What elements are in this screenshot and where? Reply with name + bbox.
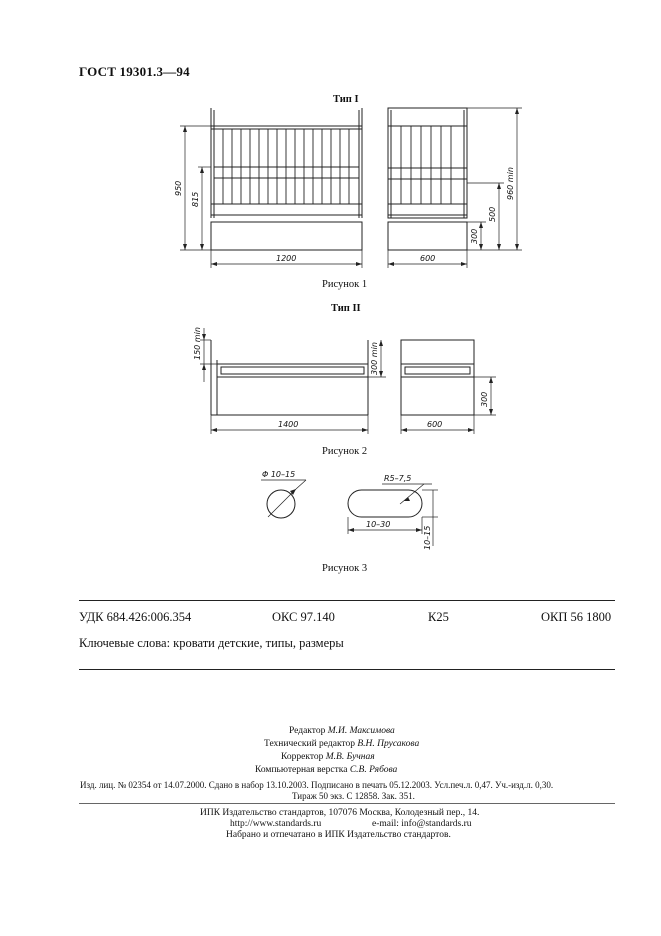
dim-diameter: Φ 10–15: [262, 470, 296, 479]
imprint-rule: [79, 803, 615, 804]
figure-1-side-view: [388, 108, 467, 250]
dim-300-min: 300 min: [370, 342, 379, 375]
dim-950: 950: [174, 180, 183, 196]
figure-2-dimension-lines: [200, 328, 496, 434]
figure-3-round-section: [261, 480, 306, 518]
k-code: К25: [428, 610, 449, 624]
udk-code: УДК 684.426:006.354: [79, 610, 192, 624]
credit-editor: Редактор М.И. Максимова: [289, 726, 395, 736]
publisher-address: ИПК Издательство стандартов, 107076 Москва, Колодезный пер., 14.: [200, 808, 480, 818]
dim-oval-width: 10–30: [366, 520, 391, 529]
dim-1400: 1400: [278, 420, 299, 429]
dim-1200: 1200: [276, 254, 297, 263]
figure-1-title: Тип I: [333, 94, 359, 105]
dim-300-type1: 300: [470, 228, 479, 244]
imprint-line-1: Изд. лиц. № 02354 от 14.07.2000. Сдано в набор 13.10.2003. Подписано в печать 05.12.2003. Усл.печ.л. 0,47. Уч.-изд.л. 0,30.: [80, 780, 554, 790]
dim-radius: R5–7,5: [384, 474, 412, 483]
dimension-arrowheads: [183, 108, 519, 532]
credit-tech-editor: Технический редактор В.Н. Прусакова: [264, 739, 420, 749]
figure-2-title: Тип II: [331, 303, 361, 314]
credit-layout: Компьютерная верстка С.В. Рябова: [255, 765, 398, 775]
publisher-email[interactable]: e-mail: info@standards.ru: [372, 819, 472, 829]
figure-1-caption: Рисунок 1: [322, 279, 368, 290]
credit-corrector: Корректор М.В. Бучная: [281, 752, 375, 762]
publisher-print-note: Набрано и отпечатано в ИПК Издательство стандартов.: [226, 830, 451, 840]
dim-oval-height: 10–15: [423, 525, 432, 550]
figure-2-side-view: [401, 340, 474, 415]
top-rule: [79, 600, 615, 601]
imprint-line-2: Тираж 50 экз. С 12858. Зак. 351.: [292, 791, 415, 801]
oks-code: ОКС 97.140: [272, 610, 335, 624]
figure-3-caption: Рисунок 3: [322, 563, 368, 574]
keywords: Ключевые слова: кровати детские, типы, размеры: [79, 636, 344, 650]
figure-1-front-view: [211, 108, 362, 250]
dim-600-type1: 600: [420, 254, 436, 263]
dim-150-min: 150 min: [193, 327, 202, 360]
dim-815: 815: [191, 191, 200, 207]
bottom-rule: [79, 669, 615, 670]
standard-header: ГОСТ 19301.3—94: [79, 64, 190, 79]
figure-2-front-view: [211, 340, 368, 415]
dim-960-min: 960 min: [506, 167, 515, 200]
publisher-website[interactable]: http://www.standards.ru: [230, 819, 322, 829]
dim-600-type2: 600: [427, 420, 443, 429]
figure-2-caption: Рисунок 2: [322, 446, 368, 457]
okp-code: ОКП 56 1800: [541, 610, 612, 624]
dim-300-type2: 300: [480, 391, 489, 407]
dim-500: 500: [488, 206, 497, 222]
